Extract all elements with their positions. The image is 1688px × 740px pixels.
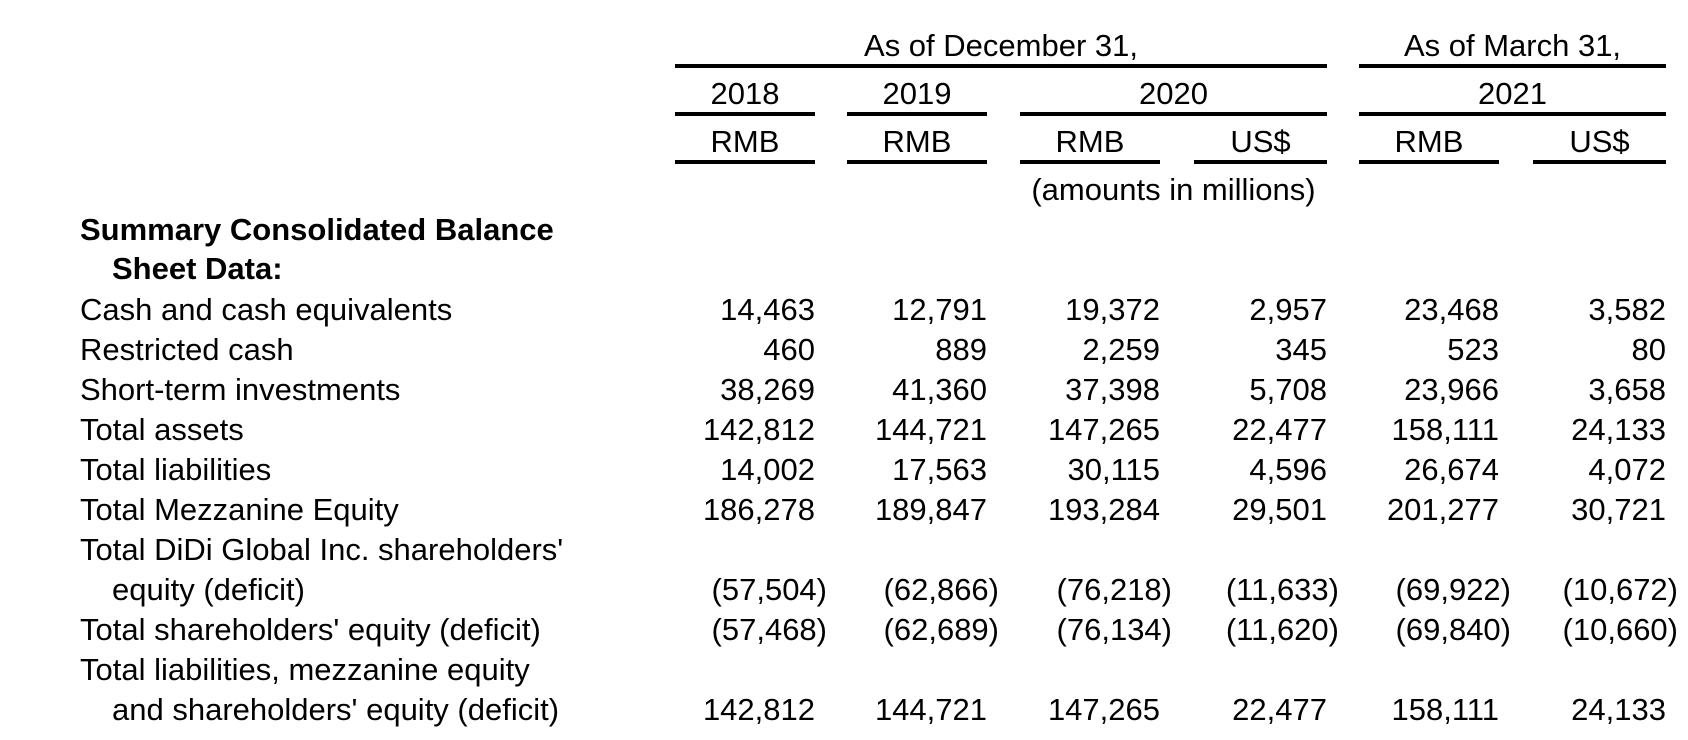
- row-value: 4,596: [1249, 452, 1327, 487]
- row-value: 193,284: [1047, 492, 1160, 527]
- row-value: (11,620): [1225, 612, 1339, 647]
- row-label: Total shareholders' equity (deficit): [80, 612, 541, 647]
- row-value: 38,269: [720, 372, 815, 407]
- header-rule: [675, 112, 815, 116]
- header-year-2019: 2019: [882, 76, 952, 111]
- row-value: 142,812: [702, 412, 815, 447]
- row-value: 23,966: [1404, 372, 1499, 407]
- row-label: Restricted cash: [80, 332, 294, 367]
- row-value: 186,278: [702, 492, 815, 527]
- row-value: (11,633): [1225, 572, 1339, 607]
- row-label: Total DiDi Global Inc. shareholders': [80, 532, 564, 567]
- row-value: 3,582: [1588, 292, 1666, 327]
- header-year-2018: 2018: [710, 76, 780, 111]
- row-value: 24,133: [1571, 412, 1666, 447]
- row-value: 2,957: [1249, 292, 1327, 327]
- row-value: 158,111: [1391, 412, 1499, 447]
- header-as-of-december: As of December 31,: [864, 28, 1138, 63]
- row-value: (69,840): [1395, 612, 1511, 647]
- row-value: (62,689): [883, 612, 999, 647]
- header-rule: [1359, 112, 1666, 116]
- row-value: 14,463: [720, 292, 815, 327]
- row-value: 26,674: [1404, 452, 1499, 487]
- row-value: 189,847: [874, 492, 987, 527]
- row-value: 22,477: [1232, 692, 1327, 727]
- header-rule: [1359, 160, 1499, 164]
- row-label: and shareholders' equity (deficit): [112, 692, 560, 727]
- header-rule: [1533, 160, 1666, 164]
- row-value: 5,708: [1249, 372, 1327, 407]
- row-label: Total liabilities: [80, 452, 272, 487]
- row-value: 3,658: [1588, 372, 1666, 407]
- header-rule: [1194, 160, 1327, 164]
- row-label: Cash and cash equivalents: [80, 292, 453, 327]
- row-value: 142,812: [702, 692, 815, 727]
- row-value: 345: [1275, 332, 1327, 367]
- row-value: 23,468: [1404, 292, 1499, 327]
- section-heading: Sheet Data:: [112, 251, 283, 286]
- header-rule: [847, 160, 987, 164]
- row-value: (57,468): [711, 612, 827, 647]
- row-value: 37,398: [1065, 372, 1160, 407]
- header-currency: RMB: [1394, 124, 1464, 159]
- row-value: 22,477: [1232, 412, 1327, 447]
- header-year-2020: 2020: [1139, 76, 1208, 111]
- row-value: 144,721: [874, 412, 987, 447]
- row-value: 14,002: [720, 452, 815, 487]
- row-value: 80: [1631, 332, 1666, 367]
- row-label: Short-term investments: [80, 372, 401, 407]
- row-value: 158,111: [1391, 692, 1499, 727]
- header-rule: [1020, 160, 1160, 164]
- header-rule: [675, 64, 1327, 68]
- row-value: 2,259: [1082, 332, 1160, 367]
- header-rule: [675, 160, 815, 164]
- row-value: 4,072: [1588, 452, 1666, 487]
- section-heading: Summary Consolidated Balance: [80, 212, 554, 247]
- row-value: 41,360: [892, 372, 987, 407]
- row-value: (10,660): [1562, 612, 1678, 647]
- row-label: Total liabilities, mezzanine equity: [80, 652, 530, 687]
- header-currency: US$: [1569, 124, 1630, 159]
- header-as-of-march: As of March 31,: [1403, 28, 1622, 63]
- header-rule: [847, 112, 987, 116]
- row-label: Total assets: [80, 412, 244, 447]
- row-value: 523: [1447, 332, 1499, 367]
- row-value: 17,563: [892, 452, 987, 487]
- header-rule: [1020, 112, 1327, 116]
- row-value: 30,721: [1571, 492, 1666, 527]
- row-label: Total Mezzanine Equity: [80, 492, 399, 527]
- row-value: 29,501: [1232, 492, 1327, 527]
- row-value: (76,218): [1056, 572, 1172, 607]
- row-value: (57,504): [711, 572, 827, 607]
- row-value: (10,672): [1562, 572, 1678, 607]
- header-currency: US$: [1230, 124, 1291, 159]
- row-value: (69,922): [1395, 572, 1511, 607]
- row-value: 201,277: [1386, 492, 1499, 527]
- row-value: 19,372: [1065, 292, 1160, 327]
- row-value: 147,265: [1047, 412, 1160, 447]
- header-rule: [1359, 64, 1666, 68]
- row-value: 460: [763, 332, 815, 367]
- header-currency: RMB: [1055, 124, 1125, 159]
- row-value: 144,721: [874, 692, 987, 727]
- row-value: 889: [935, 332, 987, 367]
- header-year-2021: 2021: [1478, 76, 1547, 111]
- row-value: 30,115: [1067, 452, 1160, 487]
- row-value: 147,265: [1047, 692, 1160, 727]
- row-label: equity (deficit): [112, 572, 305, 607]
- amounts-note: (amounts in millions): [1031, 172, 1316, 207]
- header-currency: RMB: [882, 124, 952, 159]
- header-currency: RMB: [710, 124, 780, 159]
- row-value: (62,866): [883, 572, 999, 607]
- row-value: 12,791: [892, 292, 987, 327]
- row-value: (76,134): [1056, 612, 1172, 647]
- row-value: 24,133: [1571, 692, 1666, 727]
